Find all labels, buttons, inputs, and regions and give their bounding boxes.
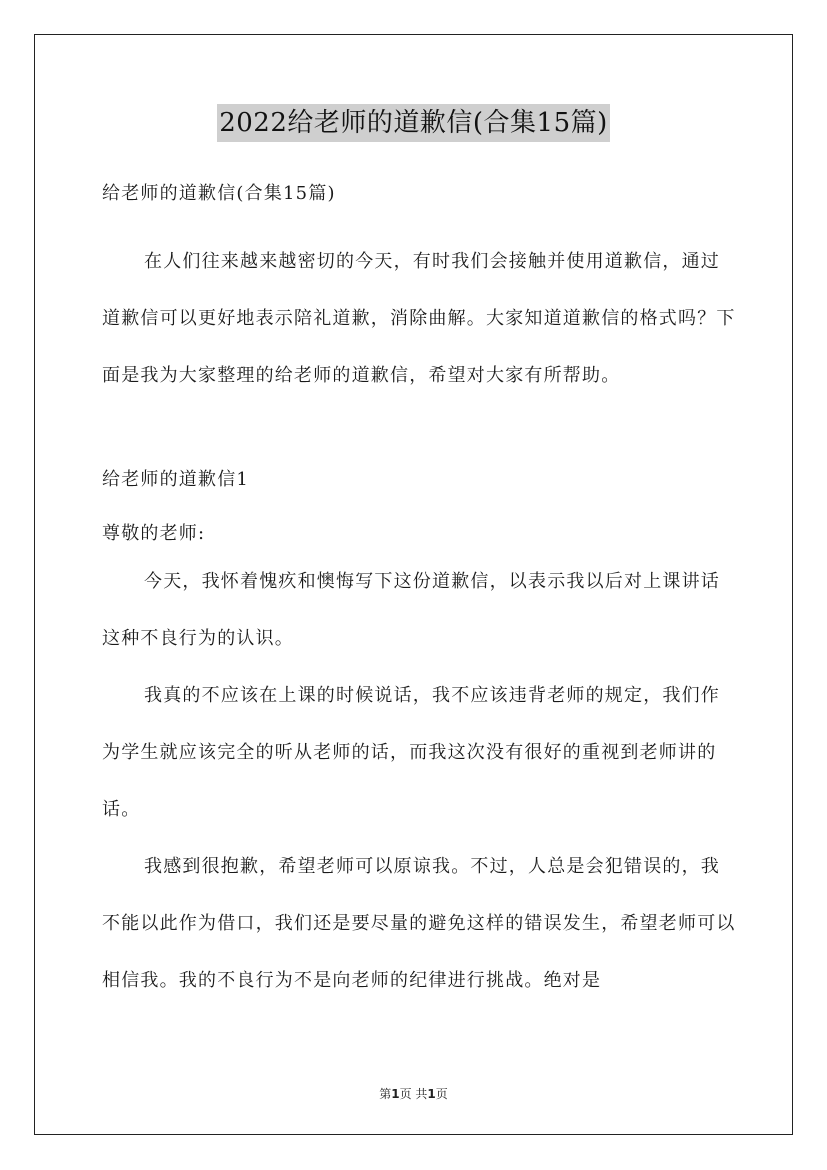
footer-page-number: 1	[391, 1087, 400, 1101]
title-container	[0, 104, 827, 142]
spacer	[102, 213, 738, 233]
body-paragraph: 我真的不应该在上课的时候说话，我不应该违背老师的规定，我们作为学生就应该完全的听从老师的话，而我这次没有很好的重视到老师讲的话。	[102, 685, 720, 820]
intro-paragraph: 在人们往来越来越密切的今天，有时我们会接触并使用道歉信，通过道歉信可以更好地表示陪礼道歉，消除曲解。大家知道道歉信的格式吗？下面是我为大家整理的给老师的道歉信，希望对大家有所帮助。	[102, 251, 736, 386]
footer-total-suffix: 页	[435, 1087, 448, 1101]
document-subtitle: 给老师的道歉信(合集15篇)	[102, 183, 336, 204]
section-heading: 给老师的道歉信1	[102, 469, 250, 490]
document-body	[102, 175, 738, 1009]
footer-page-suffix: 页 共	[399, 1087, 428, 1101]
spacer	[102, 499, 738, 515]
salutation: 尊敬的老师:	[102, 523, 206, 544]
document-title: 2022给老师的道歉信(合集15篇)	[217, 104, 610, 142]
spacer	[102, 404, 738, 461]
footer-prefix: 第	[379, 1087, 392, 1101]
body-paragraph: 今天，我怀着愧疚和懊悔写下这份道歉信，以表示我以后对上课讲话这种不良行为的认识。	[102, 571, 720, 649]
page-footer	[0, 1085, 827, 1102]
footer-total-pages: 1	[427, 1087, 436, 1101]
body-paragraph: 我感到很抱歉，希望老师可以原谅我。不过，人总是会犯错误的，我不能以此作为借口，我们还是要尽量的避免这样的错误发生，希望老师可以相信我。我的不良行为不是向老师的纪律进行挑战。绝对是	[102, 856, 736, 991]
